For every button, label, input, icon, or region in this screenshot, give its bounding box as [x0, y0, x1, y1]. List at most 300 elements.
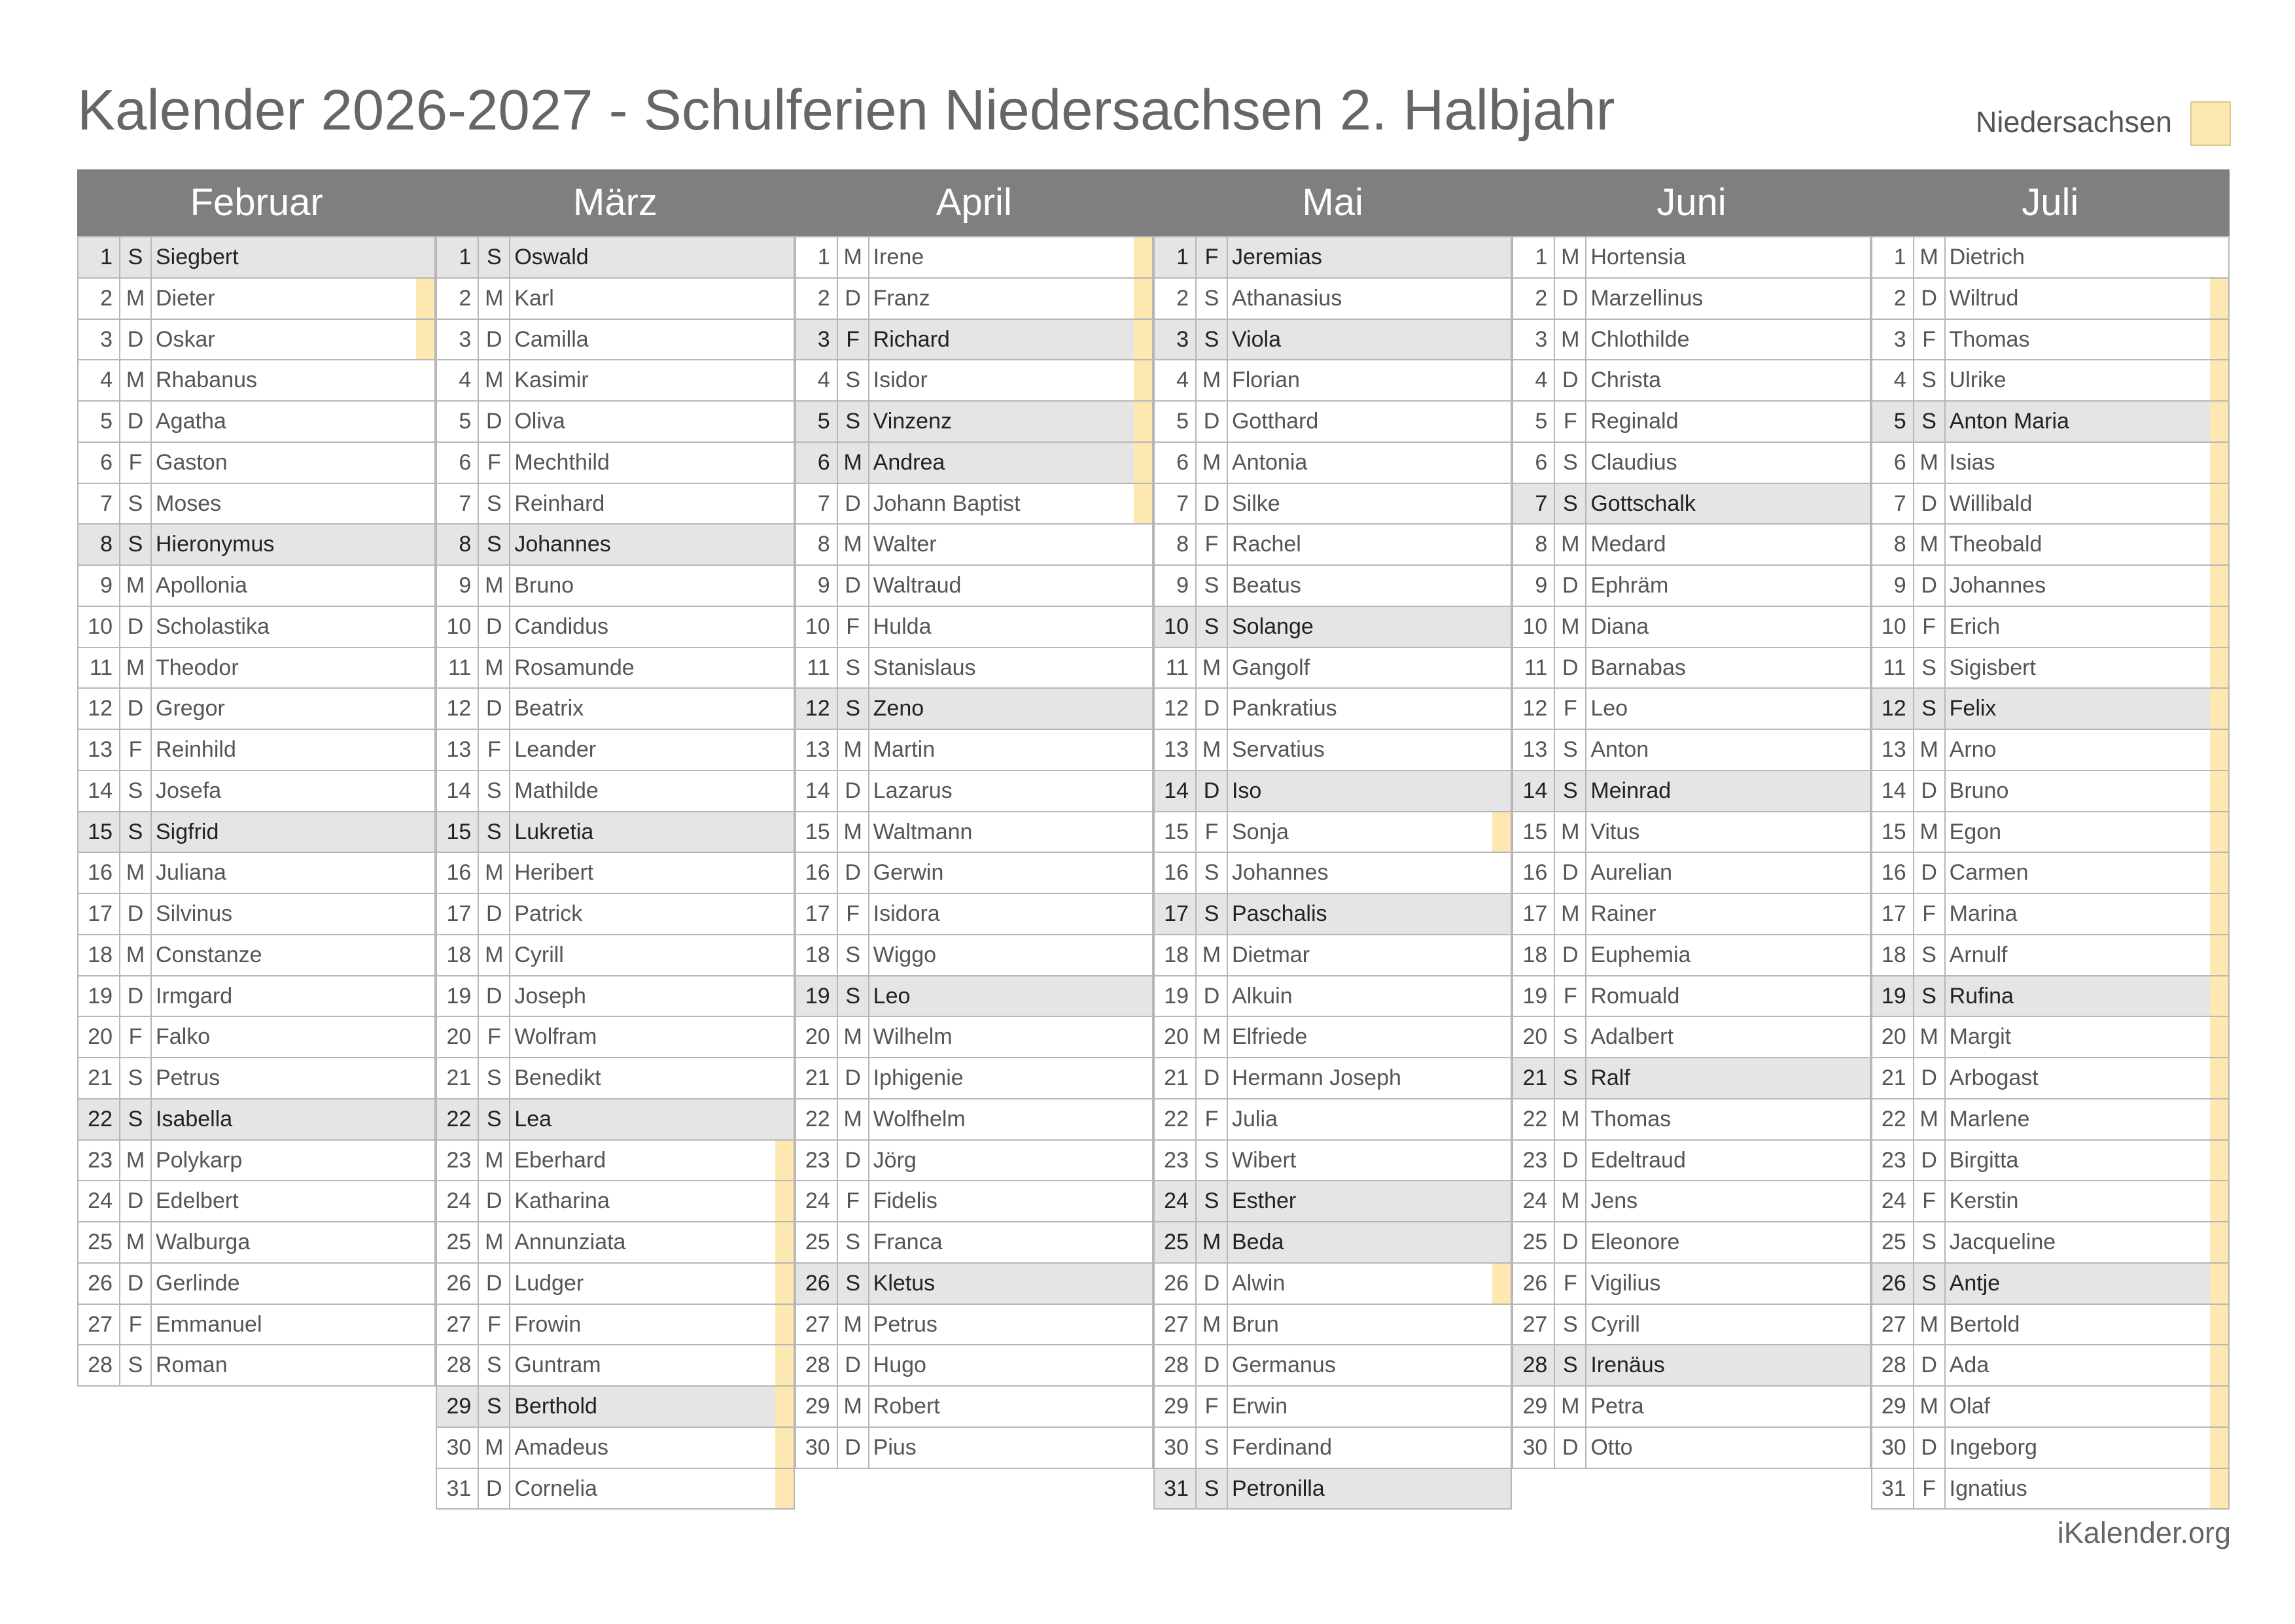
day-row: [1153, 1058, 1512, 1099]
weekday-letter: M: [838, 812, 869, 852]
weekday-letter: D: [1914, 771, 1946, 811]
name-day: Isidora: [873, 901, 940, 926]
day-number: 23: [79, 1141, 120, 1181]
day-row: [795, 894, 1153, 935]
weekday-letter: M: [838, 1305, 869, 1345]
holiday-marker: [2210, 689, 2228, 729]
day-row: [795, 484, 1153, 525]
day-row: [1871, 1345, 2230, 1387]
day-number: 2: [437, 279, 479, 319]
day-number: 18: [1513, 935, 1555, 975]
day-number: 1: [1872, 237, 1914, 277]
name-day: Lazarus: [873, 778, 953, 803]
weekday-letter: D: [1914, 566, 1946, 606]
day-row: [436, 648, 794, 689]
name-day: Heribert: [514, 860, 594, 886]
weekday-letter: M: [479, 279, 510, 319]
day-number: 13: [437, 730, 479, 770]
day-row: [77, 812, 436, 854]
name-day: Franz: [873, 285, 930, 311]
day-number: 13: [796, 730, 838, 770]
name-day: Birgitta: [1949, 1147, 2019, 1173]
holiday-marker: [416, 279, 434, 319]
weekday-letter: S: [1555, 730, 1586, 770]
weekday-letter: M: [479, 648, 510, 688]
name-day: Petrus: [156, 1065, 220, 1090]
day-row: [77, 443, 436, 484]
weekday-letter: S: [1914, 402, 1946, 441]
day-row: [1871, 976, 2230, 1018]
name-day: Viola: [1231, 326, 1281, 352]
weekday-letter: D: [120, 402, 152, 441]
day-row: [1512, 484, 1870, 525]
day-number: 22: [79, 1099, 120, 1139]
name-day: Iso: [1231, 778, 1262, 803]
weekday-letter: D: [120, 689, 152, 729]
day-row: [77, 1305, 436, 1346]
weekday-letter: D: [1197, 1264, 1228, 1304]
day-number: 12: [437, 689, 479, 729]
day-row: [77, 402, 436, 443]
weekday-letter: F: [1197, 1099, 1228, 1139]
day-number: 19: [1872, 976, 1914, 1016]
day-row: [1512, 1017, 1870, 1058]
page-title: Kalender 2026-2027 - Schulferien Niedersachsen 2. Halbjahr: [77, 78, 1615, 142]
day-row: [77, 935, 436, 976]
weekday-letter: F: [1197, 237, 1228, 277]
name-day: Amadeus: [514, 1434, 608, 1460]
day-number: 5: [1513, 402, 1555, 441]
day-number: 13: [1513, 730, 1555, 770]
weekday-letter: M: [120, 1222, 152, 1262]
day-number: 30: [1513, 1428, 1555, 1468]
day-number: 5: [79, 402, 120, 441]
weekday-letter: D: [1197, 771, 1228, 811]
holiday-marker: [775, 1264, 794, 1304]
weekday-letter: S: [479, 1099, 510, 1139]
day-row: [1871, 689, 2230, 730]
name-day: Ulrike: [1949, 368, 2006, 393]
weekday-letter: M: [1197, 1222, 1228, 1262]
day-row: [436, 1058, 794, 1099]
holiday-marker: [775, 1141, 794, 1181]
weekday-letter: S: [479, 1387, 510, 1426]
name-day: Oskar: [156, 326, 215, 352]
day-number: 5: [1872, 402, 1914, 441]
day-row: [1871, 320, 2230, 361]
weekday-letter: S: [838, 1222, 869, 1262]
day-number: 20: [79, 1017, 120, 1057]
weekday-letter: M: [1914, 525, 1946, 564]
day-row: [1512, 1345, 1870, 1387]
name-day: Zeno: [873, 696, 924, 721]
name-day: Alwin: [1231, 1270, 1286, 1296]
day-number: 20: [1155, 1017, 1197, 1057]
day-number: 6: [437, 443, 479, 483]
day-row: [795, 1058, 1153, 1099]
name-day: Walter: [873, 532, 937, 557]
day-row: [1871, 1017, 2230, 1058]
day-row: [436, 1141, 794, 1182]
day-number: 4: [1155, 360, 1197, 400]
name-day: Rufina: [1949, 983, 2014, 1009]
name-day: Siegbert: [156, 245, 239, 269]
legend-color-swatch: [2190, 101, 2231, 146]
weekday-letter: S: [1197, 1181, 1228, 1221]
brand-footer: iKalender.org: [2057, 1516, 2231, 1549]
name-day: Isidor: [873, 368, 928, 393]
holiday-marker: [2210, 812, 2228, 852]
day-row: [77, 525, 436, 566]
day-row: [436, 853, 794, 894]
weekday-letter: D: [479, 402, 510, 441]
day-number: 14: [1155, 771, 1197, 811]
weekday-letter: M: [120, 360, 152, 400]
day-row: [436, 525, 794, 566]
weekday-letter: D: [838, 1058, 869, 1098]
holiday-marker: [1134, 402, 1152, 441]
weekday-letter: F: [120, 1305, 152, 1345]
name-day: Ludger: [514, 1270, 584, 1296]
day-row: [1512, 648, 1870, 689]
weekday-letter: D: [479, 320, 510, 360]
name-day: Sigfrid: [156, 819, 219, 844]
holiday-marker: [2210, 935, 2228, 975]
weekday-letter: D: [838, 566, 869, 606]
day-row: [1153, 1017, 1512, 1058]
day-number: 17: [796, 894, 838, 934]
holiday-marker: [2210, 360, 2228, 400]
name-day: Isias: [1949, 449, 1995, 475]
name-day: Wibert: [1231, 1147, 1297, 1173]
name-day: Hermann Joseph: [1231, 1065, 1401, 1090]
name-day: Beda: [1231, 1230, 1284, 1254]
name-day: Adalbert: [1590, 1024, 1673, 1050]
holiday-marker: [775, 1181, 794, 1221]
day-row: [77, 1141, 436, 1182]
day-row: [1512, 1387, 1870, 1428]
weekday-letter: D: [1555, 1428, 1586, 1468]
name-day: Josefa: [156, 778, 222, 803]
day-row: [795, 1305, 1153, 1346]
name-day: Waltmann: [873, 819, 973, 844]
weekday-letter: M: [120, 566, 152, 606]
weekday-letter: D: [1914, 1058, 1946, 1098]
day-row: [795, 1222, 1153, 1264]
day-number: 28: [437, 1345, 479, 1385]
name-day: Marina: [1949, 901, 2018, 926]
day-number: 14: [1513, 771, 1555, 811]
weekday-letter: M: [838, 237, 869, 277]
day-row: [795, 1387, 1153, 1428]
name-day: Anton Maria: [1949, 409, 2069, 434]
day-number: 8: [1513, 525, 1555, 564]
day-row: [436, 1345, 794, 1387]
day-row: [1153, 812, 1512, 854]
day-row: [795, 279, 1153, 320]
month-column: [436, 236, 794, 1510]
day-row: [1153, 402, 1512, 443]
day-number: 17: [1513, 894, 1555, 934]
day-number: 22: [796, 1099, 838, 1139]
name-day: Roman: [156, 1353, 228, 1378]
name-day: Rosamunde: [514, 655, 635, 680]
day-number: 1: [1513, 237, 1555, 277]
name-day: Wolfram: [514, 1024, 597, 1050]
holiday-marker: [775, 1469, 794, 1509]
weekday-letter: S: [1197, 279, 1228, 319]
day-row: [1512, 607, 1870, 648]
month-header: Mai: [1153, 169, 1512, 236]
name-day: Martin: [873, 737, 936, 762]
day-number: 1: [796, 237, 838, 277]
day-row: [436, 812, 794, 854]
weekday-letter: S: [120, 1058, 152, 1098]
name-day: Waltraud: [873, 573, 962, 598]
name-day: Jörg: [873, 1147, 917, 1173]
name-day: Petrus: [873, 1311, 937, 1337]
name-day: Eberhard: [514, 1147, 606, 1173]
day-number: 4: [79, 360, 120, 400]
weekday-letter: D: [1197, 1345, 1228, 1385]
weekday-letter: F: [479, 1305, 510, 1345]
day-number: 9: [1155, 566, 1197, 606]
day-number: 21: [1513, 1058, 1555, 1098]
name-day: Christa: [1590, 368, 1662, 393]
day-row: [436, 443, 794, 484]
weekday-letter: M: [838, 1017, 869, 1057]
name-day: Willibald: [1949, 491, 2033, 516]
day-number: 9: [796, 566, 838, 606]
name-day: Alkuin: [1231, 983, 1293, 1009]
day-number: 25: [1155, 1222, 1197, 1262]
day-row: [1512, 1058, 1870, 1099]
name-day: Hieronymus: [156, 532, 275, 557]
holiday-marker: [1492, 812, 1511, 852]
name-day: Chlothilde: [1590, 326, 1690, 352]
weekday-letter: S: [479, 484, 510, 524]
name-day: Pius: [873, 1434, 917, 1460]
name-day: Barnabas: [1590, 655, 1686, 680]
day-row: [1153, 648, 1512, 689]
weekday-letter: F: [120, 730, 152, 770]
name-day: Gotthard: [1231, 409, 1319, 434]
name-day: Ingeborg: [1949, 1434, 2037, 1460]
day-row: [1153, 443, 1512, 484]
holiday-marker: [2210, 1017, 2228, 1057]
weekday-letter: S: [838, 935, 869, 975]
weekday-letter: D: [479, 607, 510, 647]
day-number: 12: [796, 689, 838, 729]
name-day: Petronilla: [1231, 1476, 1325, 1501]
holiday-marker: [2210, 1181, 2228, 1221]
day-row: [795, 1345, 1153, 1387]
day-row: [436, 894, 794, 935]
day-row: [77, 976, 436, 1018]
weekday-letter: M: [479, 566, 510, 606]
weekday-letter: S: [1555, 1345, 1586, 1385]
day-number: 29: [1872, 1387, 1914, 1426]
day-number: 23: [1513, 1141, 1555, 1181]
day-number: 30: [1155, 1428, 1197, 1468]
day-row: [436, 689, 794, 730]
holiday-marker: [2210, 1141, 2228, 1181]
weekday-letter: S: [1197, 1469, 1228, 1509]
day-number: 8: [1155, 525, 1197, 564]
day-number: 28: [1513, 1345, 1555, 1385]
day-row: [795, 853, 1153, 894]
name-day: Vitus: [1590, 819, 1640, 844]
day-number: 30: [437, 1428, 479, 1468]
weekday-letter: D: [479, 894, 510, 934]
day-number: 15: [1513, 812, 1555, 852]
holiday-marker: [775, 1428, 794, 1468]
weekday-letter: M: [479, 1222, 510, 1262]
weekday-letter: M: [1555, 320, 1586, 360]
name-day: Servatius: [1231, 737, 1325, 762]
name-day: Candidus: [514, 613, 608, 639]
day-number: 27: [1872, 1305, 1914, 1345]
day-number: 9: [437, 566, 479, 606]
weekday-letter: M: [838, 1387, 869, 1426]
day-number: 20: [437, 1017, 479, 1057]
holiday-marker: [1134, 237, 1152, 277]
name-day: Falko: [156, 1024, 211, 1050]
day-number: 23: [1872, 1141, 1914, 1181]
day-number: 21: [1872, 1058, 1914, 1098]
day-row: [436, 1305, 794, 1346]
month-header: Februar: [77, 169, 436, 236]
day-row: [1871, 812, 2230, 854]
day-row: [77, 648, 436, 689]
day-row: [77, 1181, 436, 1222]
name-day: Stanislaus: [873, 655, 976, 680]
weekday-letter: S: [838, 1264, 869, 1304]
holiday-marker: [1492, 1264, 1511, 1304]
day-row: [1871, 1305, 2230, 1346]
day-number: 3: [437, 320, 479, 360]
weekday-letter: F: [838, 894, 869, 934]
day-number: 12: [1872, 689, 1914, 729]
day-number: 18: [1155, 935, 1197, 975]
day-row: [1153, 894, 1512, 935]
weekday-letter: S: [1197, 566, 1228, 606]
weekday-letter: F: [120, 1017, 152, 1057]
name-day: Agatha: [156, 409, 226, 434]
name-day: Wiltrud: [1949, 285, 2019, 311]
day-number: 15: [79, 812, 120, 852]
day-row: [1153, 1345, 1512, 1387]
name-day: Ferdinand: [1231, 1434, 1333, 1460]
day-number: 2: [1513, 279, 1555, 319]
weekday-letter: M: [1197, 443, 1228, 483]
weekday-letter: S: [479, 525, 510, 564]
day-number: 27: [1155, 1305, 1197, 1345]
day-row: [1512, 730, 1870, 771]
name-day: Germanus: [1231, 1353, 1336, 1378]
day-row: [1871, 443, 2230, 484]
weekday-letter: S: [1197, 1428, 1228, 1468]
name-day: Gerwin: [873, 860, 944, 886]
weekday-letter: D: [1914, 853, 1946, 893]
day-number: 25: [79, 1222, 120, 1262]
holiday-marker: [2210, 1428, 2228, 1468]
holiday-marker: [2210, 443, 2228, 483]
name-day: Cyrill: [1590, 1311, 1640, 1337]
name-day: Solange: [1231, 613, 1314, 639]
weekday-letter: F: [1197, 525, 1228, 564]
weekday-letter: F: [1555, 689, 1586, 729]
weekday-letter: S: [120, 771, 152, 811]
day-row: [1153, 566, 1512, 607]
day-number: 10: [79, 607, 120, 647]
day-row: [436, 320, 794, 361]
weekday-letter: S: [1555, 771, 1586, 811]
day-row: [1871, 279, 2230, 320]
weekday-letter: S: [1555, 443, 1586, 483]
day-row: [795, 1181, 1153, 1222]
day-row: [1512, 853, 1870, 894]
day-row: [1153, 237, 1512, 279]
weekday-letter: F: [838, 320, 869, 360]
day-number: 3: [1155, 320, 1197, 360]
day-row: [1512, 771, 1870, 812]
weekday-letter: D: [1914, 1141, 1946, 1181]
day-number: 26: [437, 1264, 479, 1304]
name-day: Kasimir: [514, 368, 589, 393]
day-row: [77, 1058, 436, 1099]
weekday-letter: F: [479, 1017, 510, 1057]
name-day: Arnulf: [1949, 942, 2008, 967]
weekday-letter: S: [1197, 607, 1228, 647]
weekday-letter: S: [1914, 935, 1946, 975]
day-number: 17: [437, 894, 479, 934]
day-row: [436, 1264, 794, 1305]
day-number: 23: [796, 1141, 838, 1181]
day-number: 30: [796, 1428, 838, 1468]
day-row: [77, 607, 436, 648]
day-row: [436, 484, 794, 525]
name-day: Irmgard: [156, 983, 233, 1009]
day-number: 12: [79, 689, 120, 729]
day-number: 28: [1872, 1345, 1914, 1385]
day-row: [1512, 1099, 1870, 1141]
day-number: 6: [1513, 443, 1555, 483]
day-number: 28: [796, 1345, 838, 1385]
day-row: [1871, 1181, 2230, 1222]
name-day: Wiggo: [873, 942, 937, 967]
day-row: [436, 771, 794, 812]
month-column: [1871, 236, 2230, 1510]
day-row: [1512, 320, 1870, 361]
weekday-letter: D: [1914, 1345, 1946, 1385]
name-day: Otto: [1590, 1434, 1633, 1460]
weekday-letter: F: [1914, 1181, 1946, 1221]
weekday-letter: F: [1914, 1469, 1946, 1509]
day-row: [436, 566, 794, 607]
name-day: Gangolf: [1231, 655, 1310, 680]
day-number: 3: [79, 320, 120, 360]
day-number: 27: [1513, 1305, 1555, 1345]
name-day: Gregor: [156, 696, 225, 721]
weekday-letter: D: [479, 689, 510, 729]
name-day: Erwin: [1231, 1394, 1288, 1419]
name-day: Gaston: [156, 449, 228, 475]
day-number: 22: [1513, 1099, 1555, 1139]
name-day: Moses: [156, 491, 222, 516]
weekday-letter: M: [1197, 730, 1228, 770]
holiday-marker: [1134, 443, 1152, 483]
